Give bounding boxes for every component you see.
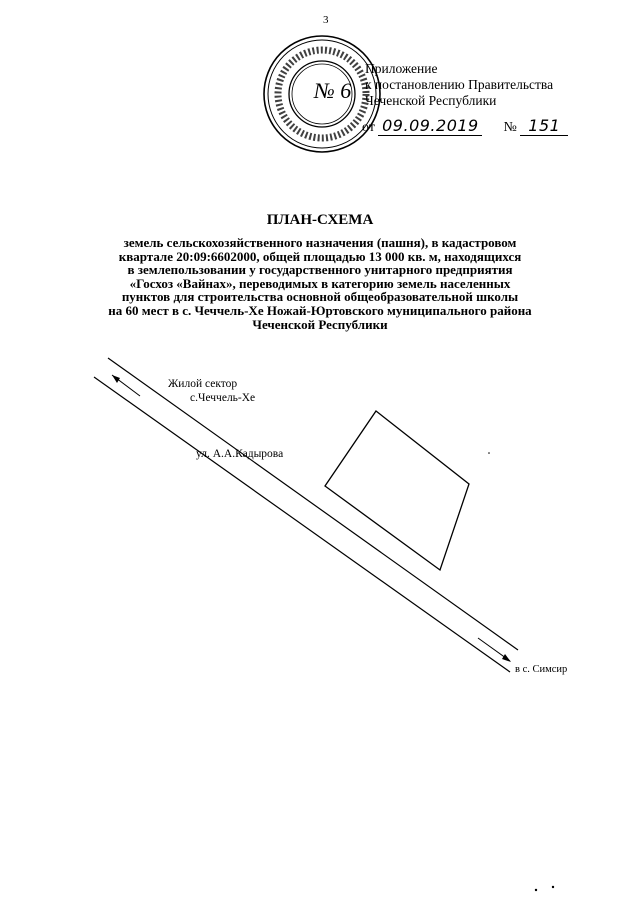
label-village: с.Чеччель-Хе [190, 392, 256, 404]
order-from-label: от [362, 120, 375, 135]
order-number: 151 [520, 116, 568, 136]
document-title: ПЛАН-СХЕМА [266, 212, 374, 228]
page-number: 3 [323, 14, 329, 26]
appendix-header [365, 61, 553, 109]
land-plot [325, 411, 469, 570]
seal-number: № 6 [314, 78, 352, 103]
label-street: ул. А.А.Кадырова [196, 448, 284, 460]
road-edge-lower [94, 377, 510, 672]
description-line: «Госхоз «Вайнах», переводимых в категорию земель населенных [129, 275, 511, 291]
appendix-line-1: Приложение [365, 61, 438, 76]
appendix-line-3: Чеченской Республики [365, 93, 497, 108]
order-number-label: № [503, 120, 517, 135]
label-residential-sector: Жилой сектор [168, 378, 238, 390]
description-line: Чеченской Республики [252, 316, 388, 332]
description-line: на 60 мест в с. Чеччель-Хе Ножай-Юртовского муниципального района [108, 302, 532, 318]
label-direction: в с. Симсир [515, 664, 568, 675]
order-date: 09.09.2019 [378, 116, 482, 136]
speck [552, 886, 554, 888]
description-line: в землепользовании у государственного унитарного предприятия [127, 262, 513, 278]
road-edge-upper [108, 358, 518, 650]
document-description [60, 236, 580, 331]
speck [535, 889, 537, 891]
order-reference [362, 116, 568, 136]
speck [488, 452, 490, 454]
appendix-line-2: к постановлению Правительства [365, 77, 554, 92]
description-line: пунктов для строительства основной общеобразовательной школы [121, 289, 519, 305]
description-line: квартале 20:09:6602000, общей площадью 13 000 кв. м, находящихся [118, 248, 522, 264]
description-line: земель сельскохозяйственного назначения (пашня), в кадастровом [123, 235, 517, 250]
